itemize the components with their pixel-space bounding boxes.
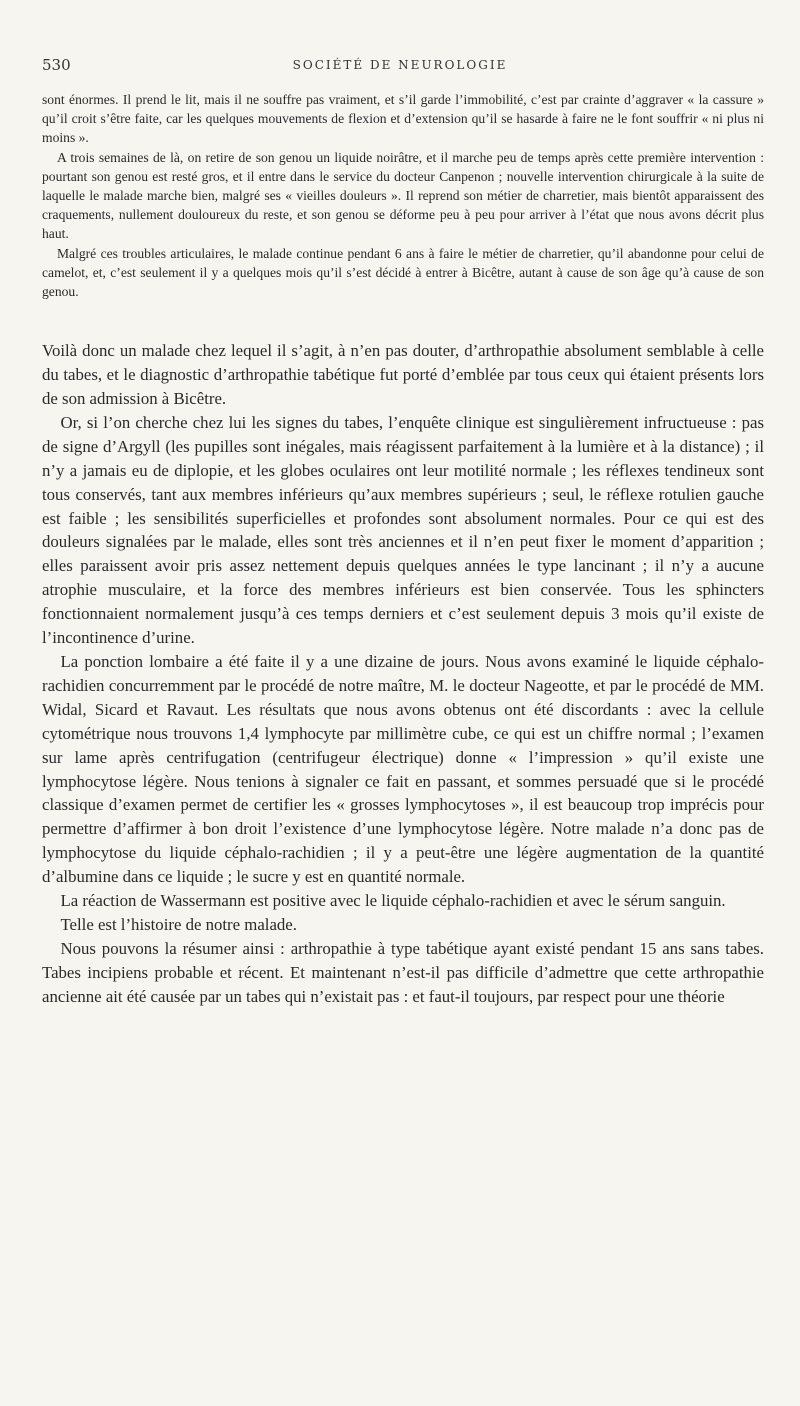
body-paragraph: Telle est l’histoire de notre malade. — [60, 914, 297, 934]
case-history-small-text — [42, 90, 764, 301]
page-number: 530 — [42, 56, 71, 74]
body-paragraph: Or, si l’on cherche chez lui les signes du tabes, l’enquête clinique est singulièrement infructueuse : pas de signe d’Argyll (les pupilles sont inégales, mais réagissent parfaitement à la lumière et à la distance) ; il n’y a jamais eu de diplopie, et les globes oculaires ont leur motilité normale ; les réflexes tendineux sont tous conservés, tant aux membres inférieurs qu’aux membres supérieurs ; seul, le réflexe rotulien gauche est faible ; les sensibilités superficielles et profondes sont absolument normales. Pour ce qui est des douleurs signalées par le malade, elles sont très anciennes et il n’en peut fixer le moment d’apparition ; elles paraissent avoir pris assez nettement depuis quelques années le type lancinant ; il n’y a aucune atrophie musculaire, et la force des membres inférieurs est bien conservée. Tous les sphincters fonctionnaient normalement jusqu’à ces temps derniers et c’est seulement depuis 3 mois qu’il existe de l’incontinence d’urine. — [42, 412, 764, 648]
discussion-text — [42, 339, 764, 1008]
body-paragraph: La réaction de Wassermann est positive avec le liquide céphalo-rachidien et avec le sérum sanguin. — [60, 891, 726, 911]
small-paragraph: Malgré ces troubles articulaires, le malade continue pendant 6 ans à faire le métier de charretier, qu’il abandonne pour celui de camelot, et, c’est seulement il y a quelques mois qu’il s’est décidé à entrer à Bicêtre, autant à cause de son âge qu’à cause de son genou. — [42, 245, 764, 300]
small-paragraph: sont énormes. Il prend le lit, mais il ne souffre pas vraiment, et s’il garde l’immobilité, c’est par crainte d’aggraver « la cassure » qu’il croit s’être faite, car les quelques mouvements de flexion et d’extension qu’il se hasarde à faire ne le font souffrir « ni plus ni moins ». — [42, 92, 764, 146]
small-paragraph: A trois semaines de là, on retire de son genou un liquide noirâtre, et il marche peu de temps après cette première intervention : pourtant son genou est resté gros, et il entre dans le service du docteur Canpenon ; nouvelle intervention chirurgicale à la suite de laquelle le malade marche bien, malgré ses « vieilles douleurs ». Il reprend son métier de charretier, mais bientôt apparaissent des craquements, nullement douloureux du reste, et son genou se déforme peu à peu pour arriver à l’état que nous avons décrit plus haut. — [42, 149, 764, 242]
running-head: SOCIÉTÉ DE NEUROLOGIE — [292, 58, 508, 72]
page-header — [42, 56, 758, 78]
section-gap — [42, 301, 764, 339]
page-content — [42, 90, 764, 1009]
body-paragraph: La ponction lombaire a été faite il y a une dizaine de jours. Nous avons examiné le liquide céphalo-rachidien concurremment par le procédé de notre maître, M. le docteur Nageotte, et par le procédé de MM. Widal, Sicard et Ravaut. Les résultats que nous avons obtenus ont été discordants : avec la cellule cytométrique nous trouvons 1,4 lymphocyte par millimètre cube, ce qui est un chiffre normal ; l’examen sur lame après centrifugation (centrifugeur électrique) donne « l’impression » qu’il existe une lymphocytose légère. Nous tenions à signaler ce fait en passant, et sommes persuadé que si le procédé classique d’examen permet de certifier les « grosses lymphocytoses », il est beaucoup trop imprécis pour permettre d’affirmer à bon droit l’existence d’une lymphocytose légère. Notre malade n’a donc pas de lymphocytose du liquide céphalo-rachidien ; il y a peut-être une légère augmentation de la quantité d’albumine dans ce liquide ; le sucre y est en quantité normale. — [42, 652, 764, 887]
body-paragraph: Voilà donc un malade chez lequel il s’agit, à n’en pas douter, d’arthropathie absolument semblable à celle du tabes, et le diagnostic d’arthropathie tabétique fut porté d’emblée par tous ceux qui étaient présents lors de son admission à Bicêtre. — [42, 341, 764, 409]
body-paragraph: Nous pouvons la résumer ainsi : arthropathie à type tabétique ayant existé pendant 15 ans sans tabes. Tabes incipiens probable et récent. Et maintenant n’est-il pas difficile d’admettre que cette arthropathie ancienne ait été causée par un tabes qui n’existait pas : et faut-il toujours, par respect pour une théorie — [42, 938, 764, 1006]
